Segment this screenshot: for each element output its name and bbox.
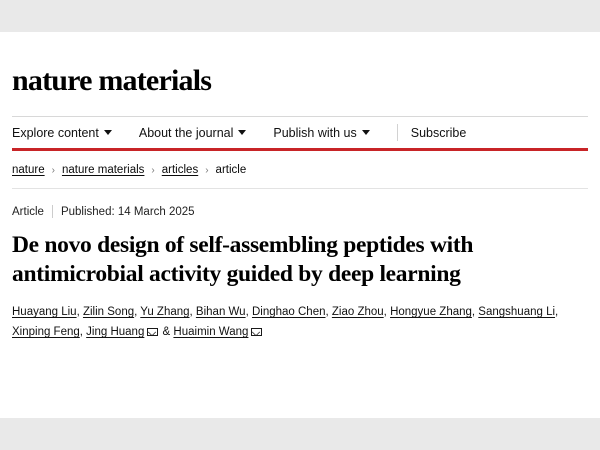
- breadcrumb-separator: ›: [51, 164, 55, 176]
- nav-item-publish-with-us[interactable]: [273, 117, 384, 148]
- author-separator: ,: [471, 306, 479, 319]
- author-separator: ,: [325, 306, 332, 319]
- nav-item-label: Subscribe: [410, 125, 467, 140]
- chevron-down-icon: [238, 130, 246, 135]
- breadcrumb: [12, 151, 588, 189]
- author-separator: ,: [189, 306, 196, 319]
- author-separator: ,: [134, 306, 141, 319]
- nav-item-subscribe[interactable]: [411, 117, 482, 148]
- breadcrumb-separator: ›: [151, 164, 155, 176]
- page-content: [0, 32, 600, 343]
- author-separator: ,: [245, 306, 252, 319]
- author-link[interactable]: Xinping Feng: [12, 326, 80, 339]
- chevron-down-icon: [104, 130, 112, 135]
- main-navigation: [12, 116, 588, 151]
- page-title: De novo design of self-assembling peptides with antimicrobial activity guided by deep learning: [12, 232, 474, 287]
- author-link[interactable]: Bihan Wu: [195, 306, 246, 319]
- author-link[interactable]: Zilin Song: [82, 306, 135, 319]
- nav-divider: [397, 124, 398, 141]
- article-meta: [12, 189, 588, 218]
- email-icon[interactable]: [251, 328, 262, 336]
- author-separator: ,: [383, 306, 391, 319]
- chevron-down-icon: [362, 130, 370, 135]
- breadcrumb-separator: ›: [205, 164, 209, 176]
- breadcrumb-item-article: article: [215, 164, 247, 176]
- author-list: [12, 302, 588, 342]
- author-link[interactable]: Ziao Zhou: [331, 306, 384, 319]
- article-page: [0, 32, 600, 418]
- author-link[interactable]: Dinghao Chen: [251, 306, 326, 319]
- nav-item-label: Publish with us: [273, 125, 357, 140]
- author-link[interactable]: Huaimin Wang: [173, 326, 249, 339]
- author-separator: ,: [79, 326, 87, 339]
- author-link[interactable]: Hongyue Zhang: [390, 306, 472, 319]
- author-link[interactable]: Sangshuang Li: [478, 306, 556, 319]
- nav-item-about-the-journal[interactable]: [139, 117, 262, 148]
- author-link[interactable]: Huayang Liu: [12, 306, 77, 319]
- article-type: Article: [12, 205, 44, 218]
- nav-item-label: About the journal: [138, 125, 234, 140]
- breadcrumb-item-articles[interactable]: articles: [161, 164, 199, 176]
- author-separator: ,: [76, 306, 83, 319]
- email-icon[interactable]: [147, 328, 158, 336]
- publication-date: Published: 14 March 2025: [60, 205, 195, 218]
- author-separator: &: [159, 326, 174, 339]
- author-link[interactable]: Yu Zhang: [140, 306, 190, 319]
- journal-logo[interactable]: nature materials: [12, 64, 212, 97]
- breadcrumb-item-nature[interactable]: nature: [12, 164, 45, 176]
- masthead: [12, 32, 588, 106]
- author-separator: ,: [555, 306, 559, 319]
- meta-divider: [52, 205, 53, 218]
- nav-item-label: Explore content: [12, 125, 99, 140]
- breadcrumb-item-nature-materials[interactable]: nature materials: [61, 164, 145, 176]
- author-link[interactable]: Jing Huang: [86, 326, 145, 339]
- nav-item-explore-content[interactable]: [12, 117, 127, 148]
